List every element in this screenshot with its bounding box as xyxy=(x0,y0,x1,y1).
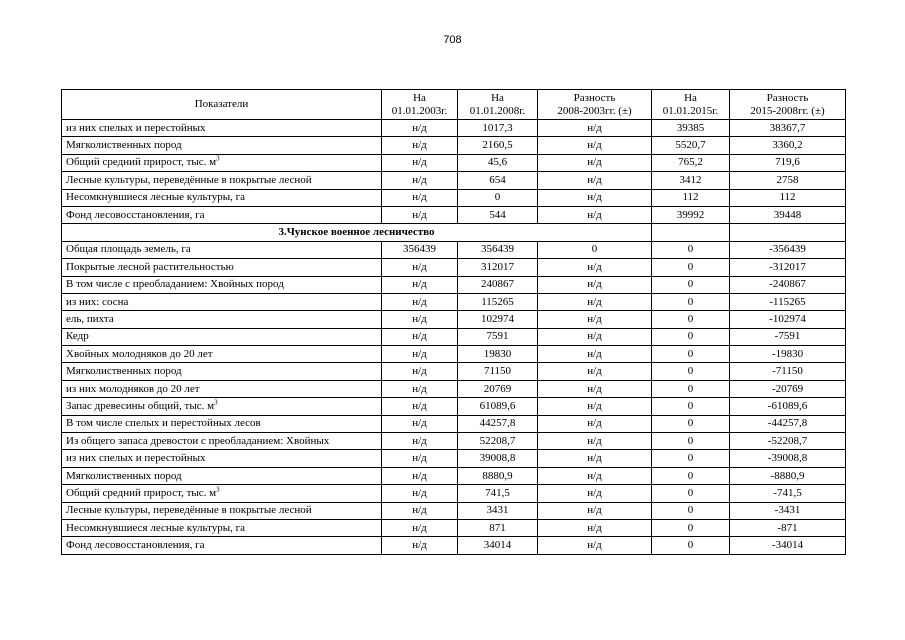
value-cell: н/д xyxy=(538,380,652,397)
value-cell: 0 xyxy=(652,380,730,397)
value-cell: 0 xyxy=(652,415,730,432)
row-label-cell xyxy=(62,537,382,554)
row-label-cell xyxy=(62,259,382,276)
row-label: Общая площадь земель, га xyxy=(66,243,191,256)
row-label-cell xyxy=(62,485,382,502)
row-label: из них: сосна xyxy=(66,295,129,308)
header-line: На xyxy=(413,91,426,104)
table-row xyxy=(62,172,846,189)
header-line: 01.01.2003г. xyxy=(391,104,448,117)
value-cell: н/д xyxy=(382,485,458,502)
row-label-cell xyxy=(62,346,382,363)
value-cell: 19830 xyxy=(458,346,538,363)
value-cell: 0 xyxy=(652,398,730,415)
value-cell: н/д xyxy=(382,380,458,397)
value-cell: н/д xyxy=(382,415,458,432)
value-cell: н/д xyxy=(538,311,652,328)
value-cell: 0 xyxy=(652,433,730,450)
value-cell: 0 xyxy=(652,537,730,554)
table-row xyxy=(62,154,846,171)
value-cell: н/д xyxy=(538,537,652,554)
header-line: 2008-2003гг. (±) xyxy=(557,104,632,117)
value-cell: 5520,7 xyxy=(652,137,730,154)
value-cell: 39008,8 xyxy=(458,450,538,467)
row-label: Запас древесины общий, тыс. м xyxy=(66,399,215,412)
header-line: 01.01.2008г. xyxy=(469,104,526,117)
row-label: Из общего запаса древостои с преобладанием: Хвойных xyxy=(66,434,330,447)
row-label-cell xyxy=(62,450,382,467)
page-number: 708 xyxy=(443,34,462,46)
table-row xyxy=(62,502,846,519)
value-cell: 0 xyxy=(652,259,730,276)
row-label-cell xyxy=(62,519,382,536)
value-cell: н/д xyxy=(382,467,458,484)
value-cell: н/д xyxy=(538,415,652,432)
value-cell: н/д xyxy=(538,206,652,223)
value-cell: 0 xyxy=(458,189,538,206)
value-cell: -20769 xyxy=(730,380,846,397)
value-cell: н/д xyxy=(382,206,458,223)
value-cell: н/д xyxy=(382,450,458,467)
value-cell: -39008,8 xyxy=(730,450,846,467)
value-cell: н/д xyxy=(382,189,458,206)
value-cell: н/д xyxy=(538,398,652,415)
row-label: Покрытые лесной растительностью xyxy=(66,260,234,273)
value-cell: н/д xyxy=(538,154,652,171)
value-cell: 654 xyxy=(458,172,538,189)
value-cell: 0 xyxy=(652,502,730,519)
section-cell-empty xyxy=(730,224,846,241)
value-cell: -19830 xyxy=(730,346,846,363)
header-indicators xyxy=(62,90,382,120)
table-row xyxy=(62,311,846,328)
table-row xyxy=(62,241,846,258)
value-cell: 2758 xyxy=(730,172,846,189)
value-cell: н/д xyxy=(382,172,458,189)
row-label-cell xyxy=(62,241,382,258)
table-body xyxy=(62,120,846,555)
value-cell: н/д xyxy=(538,467,652,484)
value-cell: 38367,7 xyxy=(730,120,846,137)
value-cell: -115265 xyxy=(730,293,846,310)
value-cell: 312017 xyxy=(458,259,538,276)
value-cell: н/д xyxy=(538,137,652,154)
value-cell: 356439 xyxy=(458,241,538,258)
table-row xyxy=(62,293,846,310)
value-cell: -8880,9 xyxy=(730,467,846,484)
value-cell: н/д xyxy=(382,154,458,171)
row-label-cell xyxy=(62,293,382,310)
value-cell: 39992 xyxy=(652,206,730,223)
row-label-cell xyxy=(62,189,382,206)
header-2015 xyxy=(652,90,730,120)
value-cell: 0 xyxy=(652,328,730,345)
value-cell: 71150 xyxy=(458,363,538,380)
table-row xyxy=(62,415,846,432)
row-label: Фонд лесовосстановления, га xyxy=(66,208,205,221)
value-cell: 102974 xyxy=(458,311,538,328)
value-cell: н/д xyxy=(382,276,458,293)
value-cell: -741,5 xyxy=(730,485,846,502)
value-cell: 3431 xyxy=(458,502,538,519)
table-row xyxy=(62,519,846,536)
value-cell: 8880,9 xyxy=(458,467,538,484)
row-label-cell xyxy=(62,433,382,450)
table-row xyxy=(62,259,846,276)
value-cell: 2160,5 xyxy=(458,137,538,154)
value-cell: 0 xyxy=(652,311,730,328)
value-cell: 0 xyxy=(652,467,730,484)
row-label: Фонд лесовосстановления, га xyxy=(66,539,205,552)
header-row xyxy=(62,90,846,120)
table-header xyxy=(62,90,846,120)
row-label: Мягколиственных пород xyxy=(66,469,182,482)
value-cell: 45,6 xyxy=(458,154,538,171)
row-label: Хвойных молодняков до 20 лет xyxy=(66,347,213,360)
row-label: В том числе спелых и перестойных лесов xyxy=(66,417,261,430)
value-cell: -312017 xyxy=(730,259,846,276)
table-row xyxy=(62,398,846,415)
section-cell-empty xyxy=(652,224,730,241)
header-line: 01.01.2015г. xyxy=(662,104,719,117)
value-cell: -34014 xyxy=(730,537,846,554)
value-cell: -3431 xyxy=(730,502,846,519)
value-cell: 39385 xyxy=(652,120,730,137)
row-label: Несомкнувшиеся лесные культуры, га xyxy=(66,521,246,534)
row-label-cell xyxy=(62,120,382,137)
row-label-cell xyxy=(62,311,382,328)
value-cell: 356439 xyxy=(382,241,458,258)
row-label-cell xyxy=(62,363,382,380)
value-cell: н/д xyxy=(538,519,652,536)
row-label: Общий средний прирост, тыс. м xyxy=(66,486,217,499)
value-cell: -102974 xyxy=(730,311,846,328)
row-label-cell xyxy=(62,206,382,223)
value-cell: н/д xyxy=(538,172,652,189)
row-label: В том числе с преобладанием: Хвойных пород xyxy=(66,278,284,291)
value-cell: 34014 xyxy=(458,537,538,554)
row-label: из них спелых и перестойных xyxy=(66,452,206,465)
value-cell: н/д xyxy=(538,346,652,363)
value-cell: н/д xyxy=(538,293,652,310)
value-cell: -44257,8 xyxy=(730,415,846,432)
row-label-cell xyxy=(62,328,382,345)
row-label: Мягколиственных пород xyxy=(66,365,182,378)
value-cell: 741,5 xyxy=(458,485,538,502)
header-line: Разность xyxy=(766,91,809,104)
row-label: из них спелых и перестойных xyxy=(66,121,206,134)
value-cell: 0 xyxy=(652,450,730,467)
row-label: из них молодняков до 20 лет xyxy=(66,382,200,395)
value-cell: 240867 xyxy=(458,276,538,293)
row-label-cell xyxy=(62,467,382,484)
value-cell: н/д xyxy=(382,537,458,554)
value-cell: 3412 xyxy=(652,172,730,189)
value-cell: н/д xyxy=(382,346,458,363)
table-row xyxy=(62,467,846,484)
value-cell: н/д xyxy=(382,259,458,276)
row-label-cell xyxy=(62,398,382,415)
table-row xyxy=(62,485,846,502)
value-cell: 39448 xyxy=(730,206,846,223)
value-cell: 719,6 xyxy=(730,154,846,171)
row-label: Кедр xyxy=(66,330,89,343)
table-row xyxy=(62,206,846,223)
value-cell: 0 xyxy=(652,363,730,380)
value-cell: -240867 xyxy=(730,276,846,293)
row-label: Лесные культуры, переведённые в покрытые лесной xyxy=(66,173,312,186)
header-2008 xyxy=(458,90,538,120)
table-row xyxy=(62,276,846,293)
value-cell: 0 xyxy=(652,241,730,258)
value-cell: 115265 xyxy=(458,293,538,310)
row-label-cell xyxy=(62,380,382,397)
value-cell: -52208,7 xyxy=(730,433,846,450)
value-cell: 44257,8 xyxy=(458,415,538,432)
value-cell: 0 xyxy=(652,276,730,293)
value-cell: н/д xyxy=(382,311,458,328)
value-cell: 765,2 xyxy=(652,154,730,171)
table-row xyxy=(62,363,846,380)
value-cell: н/д xyxy=(538,363,652,380)
value-cell: н/д xyxy=(538,328,652,345)
value-cell: н/д xyxy=(538,276,652,293)
header-line: Показатели xyxy=(194,98,249,110)
table-row xyxy=(62,120,846,137)
row-label-cell xyxy=(62,172,382,189)
row-label-cell xyxy=(62,137,382,154)
value-cell: н/д xyxy=(538,259,652,276)
table-row xyxy=(62,537,846,554)
value-cell: -7591 xyxy=(730,328,846,345)
unit-superscript: 3 xyxy=(214,398,218,407)
value-cell: 544 xyxy=(458,206,538,223)
value-cell: н/д xyxy=(382,519,458,536)
forestry-table xyxy=(61,89,846,555)
value-cell: -356439 xyxy=(730,241,846,258)
value-cell: 0 xyxy=(538,241,652,258)
value-cell: 61089,6 xyxy=(458,398,538,415)
header-line: На xyxy=(684,91,697,104)
value-cell: н/д xyxy=(382,137,458,154)
value-cell: н/д xyxy=(382,398,458,415)
value-cell: н/д xyxy=(382,363,458,380)
table-row xyxy=(62,433,846,450)
value-cell: 3360,2 xyxy=(730,137,846,154)
unit-superscript: 3 xyxy=(216,485,220,494)
value-cell: 1017,3 xyxy=(458,120,538,137)
value-cell: н/д xyxy=(382,120,458,137)
value-cell: -871 xyxy=(730,519,846,536)
row-label: Мягколиственных пород xyxy=(66,139,182,152)
section-title: 3.Чунское военное лесничество xyxy=(62,224,652,241)
header-2003 xyxy=(382,90,458,120)
value-cell: н/д xyxy=(382,328,458,345)
row-label-cell xyxy=(62,276,382,293)
row-label-cell xyxy=(62,415,382,432)
value-cell: н/д xyxy=(538,450,652,467)
table-row xyxy=(62,189,846,206)
value-cell: 871 xyxy=(458,519,538,536)
row-label: Лесные культуры, переведённые в покрытые лесной xyxy=(66,504,312,517)
value-cell: 0 xyxy=(652,485,730,502)
table-row xyxy=(62,137,846,154)
header-diff-2008-2003 xyxy=(538,90,652,120)
value-cell: 7591 xyxy=(458,328,538,345)
value-cell: н/д xyxy=(538,120,652,137)
value-cell: 52208,7 xyxy=(458,433,538,450)
value-cell: -71150 xyxy=(730,363,846,380)
value-cell: 0 xyxy=(652,346,730,363)
value-cell: н/д xyxy=(538,485,652,502)
header-line: Разность xyxy=(573,91,616,104)
value-cell: н/д xyxy=(382,433,458,450)
value-cell: -61089,6 xyxy=(730,398,846,415)
value-cell: н/д xyxy=(538,502,652,519)
header-line: На xyxy=(491,91,504,104)
value-cell: 112 xyxy=(730,189,846,206)
table-row xyxy=(62,346,846,363)
table-row xyxy=(62,450,846,467)
value-cell: н/д xyxy=(538,433,652,450)
value-cell: н/д xyxy=(538,189,652,206)
row-label-cell xyxy=(62,154,382,171)
header-diff-2015-2008 xyxy=(730,90,846,120)
row-label-cell xyxy=(62,502,382,519)
value-cell: н/д xyxy=(382,293,458,310)
row-label: ель, пихта xyxy=(66,312,114,325)
header-line: 2015-2008гг. (±) xyxy=(750,104,825,117)
row-label: Общий средний прирост, тыс. м xyxy=(66,156,217,169)
row-label: Несомкнувшиеся лесные культуры, га xyxy=(66,191,246,204)
value-cell: 0 xyxy=(652,293,730,310)
table-row xyxy=(62,380,846,397)
value-cell: 0 xyxy=(652,519,730,536)
section-row xyxy=(62,224,846,241)
table-row xyxy=(62,328,846,345)
unit-superscript: 3 xyxy=(216,154,220,163)
value-cell: 20769 xyxy=(458,380,538,397)
value-cell: 112 xyxy=(652,189,730,206)
value-cell: н/д xyxy=(382,502,458,519)
